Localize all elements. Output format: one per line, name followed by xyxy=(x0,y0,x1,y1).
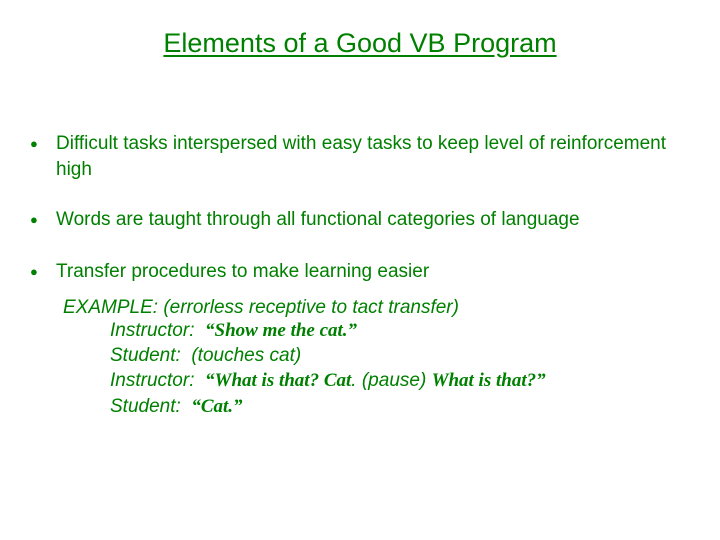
speaker-label: Instructor: xyxy=(110,320,195,341)
slide-title: Elements of a Good VB Program xyxy=(163,28,557,58)
bullet-item xyxy=(30,259,680,285)
dialogue-quote: “What is that? Cat xyxy=(205,370,352,391)
example-heading: EXAMPLE: (errorless receptive to tact transfer) xyxy=(63,297,459,318)
bullet-item xyxy=(30,131,680,183)
example-line-student xyxy=(110,345,301,367)
bullet-icon: ● xyxy=(30,136,38,151)
dialogue-action: (touches cat) xyxy=(191,345,302,366)
example-line-student xyxy=(110,396,243,418)
speaker-label: Instructor: xyxy=(110,370,195,391)
dialogue-quote: “Cat.” xyxy=(191,396,243,417)
bullet-text: Transfer procedures to make learning easier xyxy=(56,261,430,282)
bullet-item xyxy=(30,207,680,233)
example-line-instructor xyxy=(110,320,357,342)
speaker-label: Student: xyxy=(110,396,181,417)
dialogue-quote: “Show me the cat.” xyxy=(205,320,358,341)
speaker-label: Student: xyxy=(110,345,181,366)
bullet-icon: ● xyxy=(30,212,38,227)
bullet-icon: ● xyxy=(30,264,38,279)
bullet-text: Words are taught through all functional categories of language xyxy=(56,209,580,230)
dialogue-pause: . (pause) xyxy=(351,370,432,391)
example-line-instructor xyxy=(110,370,546,392)
bullet-text: Difficult tasks interspersed with easy tasks to keep level of reinforcement high xyxy=(56,133,667,180)
dialogue-quote: What is that?” xyxy=(431,370,546,391)
